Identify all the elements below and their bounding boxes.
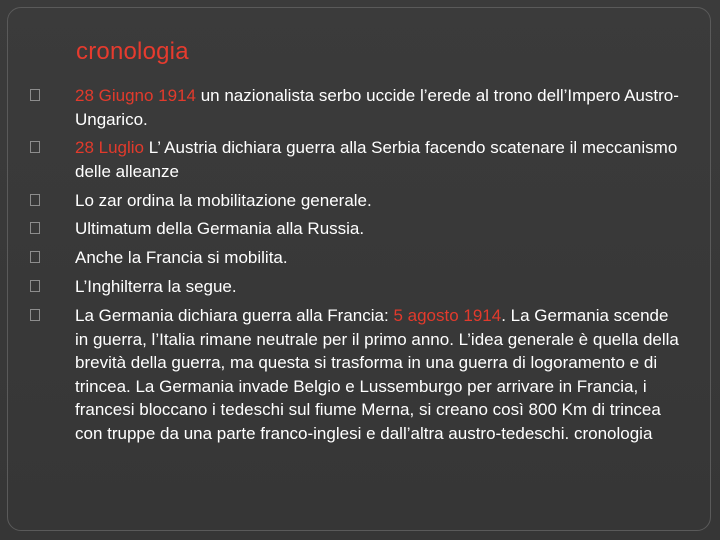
square-bullet-icon — [30, 280, 40, 292]
bullet-text: Lo zar ordina la mobilitazione generale. — [75, 191, 372, 210]
square-bullet-icon — [30, 141, 40, 153]
bullet-item-7 — [75, 304, 685, 445]
square-bullet-icon — [30, 89, 40, 101]
square-bullet-icon — [30, 194, 40, 206]
bullet-item-4 — [75, 217, 685, 241]
bullet-text: . La Germania scende in guerra, l’Italia rimane neutrale per il primo anno. L’idea generale è quella della brevità della guerra, ma questa si trasforma in una guerra di logoramento e di trincea. La Germania invade Belgio e Lussemburgo per arrivare in Francia, i francesi bloccano i tedeschi sul fiume Merna, si creano così 800 Km di trincea con truppe da una parte franco-inglesi e dall’altra austro-tedeschi. cronologia — [75, 306, 679, 443]
bullet-item-3 — [75, 189, 685, 213]
bullet-item-5 — [75, 246, 685, 270]
bullet-text: La Germania dichiara guerra alla Francia: — [75, 306, 394, 325]
square-bullet-icon — [30, 222, 40, 234]
date-highlight: 28 Giugno 1914 — [75, 86, 196, 105]
bullet-text: L’Inghilterra la segue. — [75, 277, 237, 296]
bullet-item-2 — [75, 136, 685, 183]
bullet-text: Ultimatum della Germania alla Russia. — [75, 219, 365, 238]
bullet-item-1 — [75, 84, 685, 131]
bullet-item-6 — [75, 275, 685, 299]
bullet-text: un nazionalista serbo uccide l’erede al trono dell’Impero Austro-Ungarico. — [75, 86, 679, 129]
date-highlight: 28 Luglio — [75, 138, 145, 157]
date-highlight: 5 agosto 1914 — [393, 306, 502, 325]
slide-title: cronologia — [76, 38, 189, 65]
square-bullet-icon — [30, 251, 40, 263]
bullet-text: L’ Austria dichiara guerra alla Serbia facendo scatenare il meccanismo delle alleanze — [75, 138, 678, 181]
square-bullet-icon — [30, 309, 40, 321]
bullet-text: Anche la Francia si mobilita. — [75, 248, 288, 267]
